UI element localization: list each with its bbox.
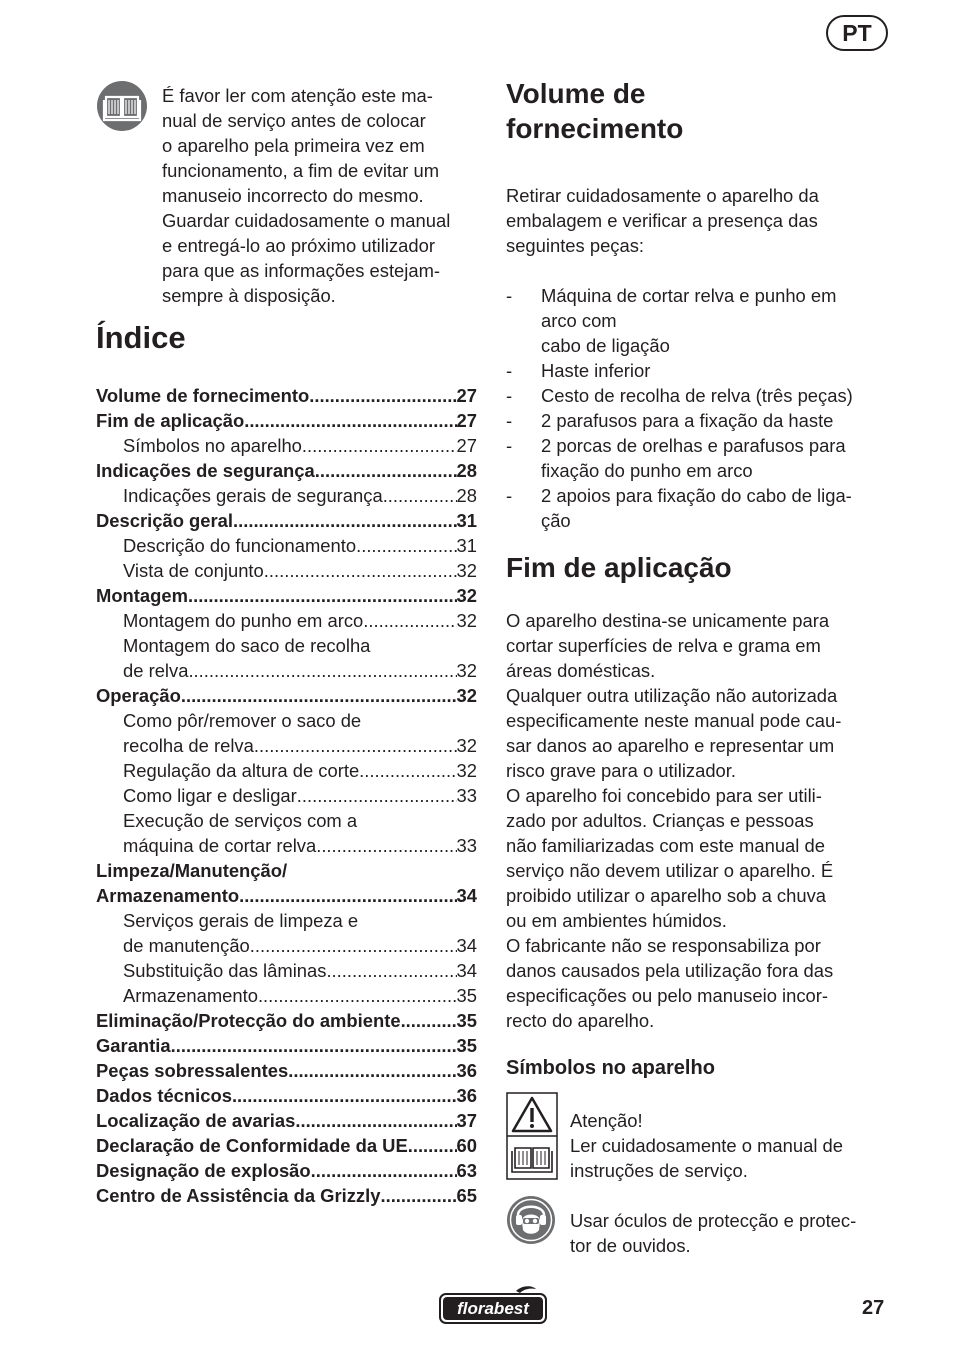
toc-entry-title: Centro de Assistência da Grizzly [96, 1185, 381, 1206]
florabest-logo [438, 1285, 548, 1325]
toc-entry [96, 558, 477, 583]
intro-line: É favor ler com atenção este ma- [162, 85, 433, 106]
toc-leader [250, 933, 457, 958]
application-line: O aparelho foi concebido para ser utili- [506, 785, 822, 806]
intro-line: nual de serviço antes de colocar [162, 110, 426, 131]
toc-entry [96, 533, 477, 558]
intro-line: funcionamento, a fim de evitar um [162, 160, 440, 181]
toc-page-number: 32 [456, 685, 477, 706]
toc-entry [96, 483, 477, 508]
supply-item [506, 483, 896, 533]
eye-ear-protection-icon [506, 1195, 556, 1245]
toc-leader [295, 1108, 456, 1133]
application-text [506, 608, 892, 1033]
supply-title-line: fornecimento [506, 113, 684, 144]
supply-item-line: cabo de ligação [541, 335, 670, 356]
toc-entry [96, 858, 477, 883]
supply-item [506, 383, 896, 408]
application-heading [506, 550, 892, 585]
toc-entry-title: Dados técnicos [96, 1085, 232, 1106]
toc-entry-title: Volume de fornecimento [96, 385, 310, 406]
application-line: proibido utilizar o aparelho sob a chuva [506, 885, 826, 906]
toc-entry-title: Declaração de Conformidade da UE [96, 1135, 408, 1156]
toc-entry [96, 733, 477, 758]
toc-page-number: 65 [456, 1185, 477, 1206]
symbols-title: Símbolos no aparelho [506, 1057, 715, 1079]
toc-leader [254, 733, 457, 758]
toc-entry-title: de relva [123, 660, 189, 681]
application-line: cortar superfícies de relva e grama em [506, 635, 821, 656]
toc-leader [244, 408, 456, 433]
toc-leader [239, 883, 456, 908]
toc-leader [264, 558, 457, 583]
protection-line: tor de ouvidos. [570, 1235, 691, 1256]
toc-entry-title: Armazenamento [96, 885, 240, 906]
toc-entry-title: Operação [96, 685, 181, 706]
toc-entry-title: Fim de aplicação [96, 410, 245, 431]
intro-line: sempre à disposição. [162, 285, 336, 306]
intro-notice [162, 83, 482, 308]
read-manual-icon [96, 80, 148, 132]
toc-page-number: 32 [456, 610, 477, 631]
toc-leader [233, 508, 457, 533]
toc-leader [302, 433, 457, 458]
supply-intro-line: seguintes peças: [506, 235, 645, 256]
warning-line: instruções de serviço. [570, 1160, 748, 1181]
toc-page-number: 35 [456, 985, 477, 1006]
intro-line: para que as informações estejam- [162, 260, 441, 281]
toc-page-number: 60 [456, 1135, 477, 1156]
logo-text: florabest [457, 1299, 529, 1318]
toc-entry [96, 583, 477, 608]
toc-entry-title: máquina de cortar relva [123, 835, 317, 856]
toc-page-number: 32 [456, 760, 477, 781]
toc-entry [96, 1008, 477, 1033]
toc-entry-title: Regulação da altura de corte [123, 760, 360, 781]
supply-list [506, 283, 896, 533]
supply-item-line: 2 porcas de orelhas e parafusos para [541, 435, 846, 456]
application-line: recto do aparelho. [506, 1010, 655, 1031]
toc-page-number: 28 [456, 485, 477, 506]
intro-line: manuseio incorrecto do mesmo. [162, 185, 424, 206]
supply-item [506, 408, 896, 433]
toc-leader [297, 783, 457, 808]
toc-entry [96, 983, 477, 1008]
toc-page-number: 35 [456, 1035, 477, 1056]
toc-entry [96, 783, 477, 808]
list-dash: - [506, 385, 513, 406]
toc-leader [181, 683, 457, 708]
toc-leader [383, 483, 457, 508]
toc-entry [96, 433, 477, 458]
toc-entry-title: Como ligar e desligar [123, 785, 297, 806]
index-title: Índice [96, 320, 186, 355]
toc-entry [96, 808, 477, 833]
toc-entry [96, 1033, 477, 1058]
toc-entry-title: Designação de explosão [96, 1160, 311, 1181]
application-line: danos causados pela utilização fora das [506, 960, 834, 981]
supply-item-line: Máquina de cortar relva e punho em [541, 285, 837, 306]
toc-entry-title: Indicações de segurança [96, 460, 315, 481]
toc-entry-title: Montagem do punho em arco [123, 610, 364, 631]
supply-item [506, 433, 896, 483]
toc-entry-title: Indicações gerais de segurança [123, 485, 383, 506]
toc-entry-title: Substituição das lâminas [123, 960, 327, 981]
list-dash: - [506, 285, 513, 306]
application-line: O fabricante não se responsabiliza por [506, 935, 821, 956]
toc-page-number: 27 [456, 435, 477, 456]
warning-line: Ler cuidadosamente o manual de [570, 1135, 843, 1156]
toc-page-number: 33 [456, 835, 477, 856]
application-line: sar danos ao aparelho e representar um [506, 735, 835, 756]
supply-intro-line: embalagem e verificar a presença das [506, 210, 818, 231]
toc-entry-title: Símbolos no aparelho [123, 435, 302, 456]
toc-entry [96, 833, 477, 858]
toc-entry [96, 683, 477, 708]
application-line: risco grave para o utilizador. [506, 760, 736, 781]
application-line: O aparelho destina-se unicamente para [506, 610, 830, 631]
toc-page-number: 36 [456, 1060, 477, 1081]
list-dash: - [506, 435, 513, 456]
toc-page-number: 32 [456, 585, 477, 606]
intro-line: e entregá-lo ao próximo utilizador [162, 235, 435, 256]
protection-text [570, 1208, 856, 1258]
toc-entry [96, 1158, 477, 1183]
toc-page-number: 32 [456, 660, 477, 681]
supply-heading [506, 76, 892, 146]
application-line: especificações ou pelo manuseio incor- [506, 985, 829, 1006]
toc-entry [96, 883, 477, 908]
supply-item-line: Cesto de recolha de relva (três peças) [541, 385, 853, 406]
symbol-box [506, 1092, 558, 1180]
toc-entry-title: Como pôr/remover o saco de [123, 710, 362, 731]
toc-page-number: 33 [456, 785, 477, 806]
toc-page-number: 63 [456, 1160, 477, 1181]
toc-leader [326, 958, 456, 983]
supply-item-line: fixação do punho em arco [541, 460, 753, 481]
toc-leader [401, 1008, 457, 1033]
toc-leader [316, 833, 456, 858]
toc-entry [96, 1083, 477, 1108]
toc-entry-title: Descrição geral [96, 510, 233, 531]
toc-page-number: 32 [456, 735, 477, 756]
toc-leader [288, 1058, 456, 1083]
toc-leader [363, 608, 456, 633]
toc-leader [315, 458, 457, 483]
toc-leader [356, 533, 456, 558]
toc-entry-title: Descrição do funcionamento [123, 535, 357, 556]
toc-entry [96, 658, 477, 683]
protection-line: Usar óculos de protecção e protec- [570, 1210, 857, 1231]
supply-item-line: Haste inferior [541, 360, 651, 381]
toc-page-number: 32 [456, 560, 477, 581]
warning-text [570, 1108, 843, 1183]
application-line: serviço não devem utilizar o aparelho. É [506, 860, 834, 881]
toc-entry [96, 1183, 477, 1208]
toc-page-number: 37 [456, 1110, 477, 1131]
toc-page-number: 36 [456, 1085, 477, 1106]
toc-entry [96, 958, 477, 983]
toc-page-number: 27 [456, 410, 477, 431]
toc-entry [96, 383, 477, 408]
list-dash: - [506, 485, 513, 506]
supply-intro-line: Retirar cuidadosamente o aparelho da [506, 185, 819, 206]
toc-page-number: 27 [456, 385, 477, 406]
toc-leader [188, 583, 457, 608]
toc-entry-title: Peças sobressalentes [96, 1060, 289, 1081]
intro-line: Guardar cuidadosamente o manual [162, 210, 451, 231]
toc-entry [96, 933, 477, 958]
application-line: zado por adultos. Crianças e pessoas [506, 810, 814, 831]
toc-entry-title: Vista de conjunto [123, 560, 264, 581]
toc-entry [96, 1058, 477, 1083]
page-number: 27 [862, 1297, 885, 1319]
toc-entry [96, 1133, 477, 1158]
toc-page-number: 31 [456, 510, 477, 531]
toc-entry-title: de manutenção [123, 935, 250, 956]
toc-leader [258, 983, 457, 1008]
toc-page-number: 34 [456, 885, 477, 906]
toc-leader [232, 1083, 457, 1108]
toc-leader [408, 1133, 457, 1158]
application-title: Fim de aplicação [506, 552, 732, 583]
toc-entry-title: recolha de relva [123, 735, 254, 756]
toc-entry [96, 708, 477, 733]
toc-entry-title: Serviços gerais de limpeza e [123, 910, 359, 931]
supply-intro [506, 183, 892, 258]
list-dash: - [506, 360, 513, 381]
toc-entry [96, 633, 477, 658]
table-of-contents [96, 383, 477, 1208]
toc-entry-title: Localização de avarias [96, 1110, 296, 1131]
language-badge: PT [826, 15, 888, 51]
toc-entry [96, 608, 477, 633]
toc-leader [171, 1033, 457, 1058]
supply-item [506, 358, 896, 383]
toc-page-number: 28 [456, 460, 477, 481]
list-dash: - [506, 410, 513, 431]
supply-item-line: 2 parafusos para a fixação da haste [541, 410, 834, 431]
application-line: não familiarizadas com este manual de [506, 835, 825, 856]
toc-leader [380, 1183, 456, 1208]
toc-entry-title: Execução de serviços com a [123, 810, 358, 831]
supply-item [506, 283, 896, 358]
toc-entry-title: Eliminação/Protecção do ambiente [96, 1010, 401, 1031]
application-line: ou em ambientes húmidos. [506, 910, 727, 931]
toc-entry-title: Limpeza/Manutenção/ [96, 860, 288, 881]
supply-item-line: ção [541, 510, 571, 531]
toc-page-number: 34 [456, 935, 477, 956]
toc-entry-title: Armazenamento [123, 985, 258, 1006]
toc-entry-title: Montagem do saco de recolha [123, 635, 371, 656]
toc-entry [96, 508, 477, 533]
toc-entry [96, 758, 477, 783]
warning-line: Atenção! [570, 1110, 643, 1131]
supply-item-line: 2 apoios para fixação do cabo de liga- [541, 485, 852, 506]
intro-line: o aparelho pela primeira vez em [162, 135, 425, 156]
toc-page-number: 31 [456, 535, 477, 556]
toc-leader [188, 658, 456, 683]
application-line: áreas domésticas. [506, 660, 656, 681]
toc-leader [309, 383, 456, 408]
toc-leader [311, 1158, 457, 1183]
toc-entry-title: Montagem [96, 585, 188, 606]
toc-entry [96, 1108, 477, 1133]
supply-item-line: arco com [541, 310, 617, 331]
toc-entry [96, 408, 477, 433]
application-line: Qualquer outra utilização não autorizada [506, 685, 838, 706]
toc-entry [96, 908, 477, 933]
application-line: especificamente neste manual pode cau- [506, 710, 842, 731]
toc-page-number: 35 [456, 1010, 477, 1031]
supply-title-line: Volume de [506, 78, 646, 109]
toc-page-number: 34 [456, 960, 477, 981]
toc-leader [359, 758, 456, 783]
toc-entry [96, 458, 477, 483]
toc-entry-title: Garantia [96, 1035, 171, 1056]
